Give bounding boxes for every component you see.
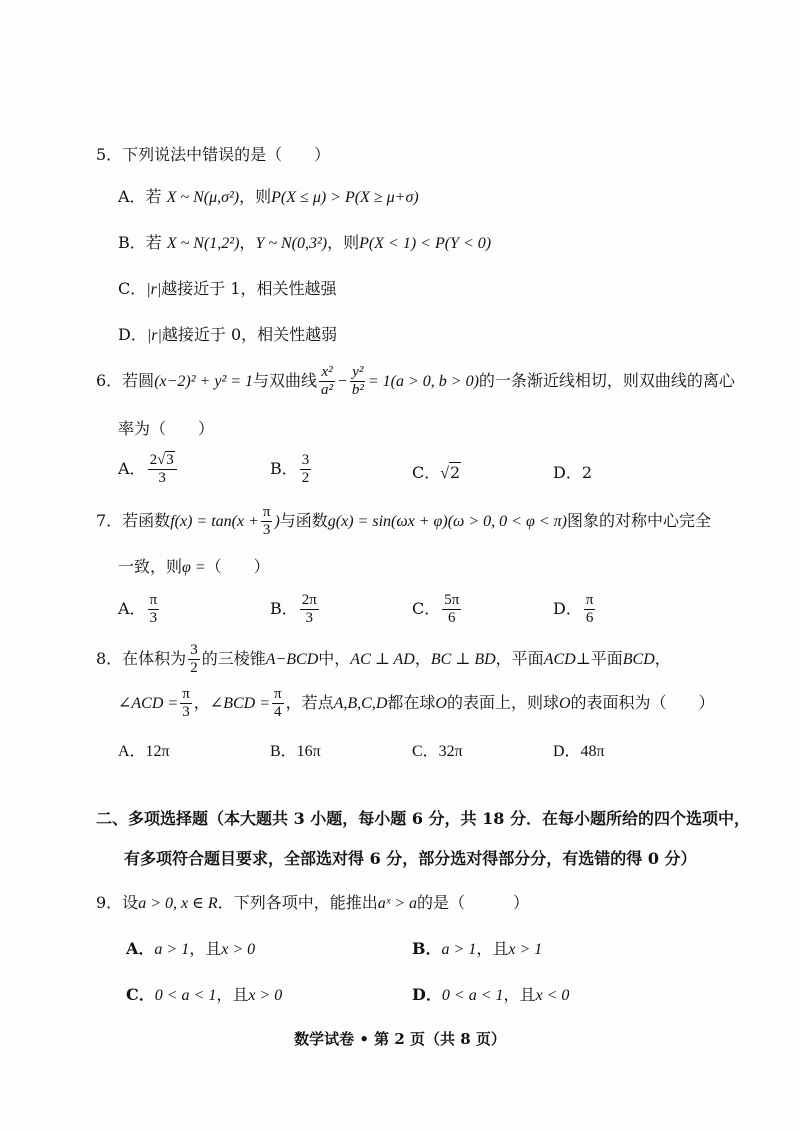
q7-mid: 与函数 [279,511,328,530]
q9-d-label: D． [412,985,442,1004]
q8-l2-frac1 [180,686,192,721]
q8-l2-frac2 [272,686,284,721]
q8-l2-m3: A,B,C,D [333,695,388,712]
q9-option-d [412,982,569,1005]
q6-pre: 6．若圆 [96,371,155,390]
q7-a-frac [148,592,160,627]
q8-l2-t1: ， [193,693,210,712]
q6-frac2-den: b² [351,382,364,398]
q8-vol-den: 2 [190,660,198,676]
q8-l2-t2: ，若点 [285,693,334,712]
q5-b-label: B．若 [118,233,162,252]
q9-b-text: ，且 [476,939,509,958]
q7-b-label: B． [270,599,298,618]
q6-a-num-rad: 3 [166,452,174,468]
q6-b-den: 2 [301,470,310,486]
q9-c-math: 0 < a < 1 [154,987,217,1004]
q6-a-num: 2√3 [148,452,177,470]
q9-d-text: ，且 [503,985,536,1004]
q6-stem [96,364,735,399]
q9-m1: a > 0, x ∈ R [138,895,218,912]
q7-line2-math: φ = [182,559,206,576]
q7-f-frac [261,504,273,539]
q8-l2-f1-num: π [182,686,190,702]
q6-a-den: 3 [158,470,166,486]
q6-minus: − [337,373,348,390]
q6-a-num-coef: 2 [149,452,158,468]
q9-b-math: a > 1 [441,941,477,958]
q8-m4: ACD [543,651,576,668]
q9-d-math2: x < 0 [535,987,570,1004]
q7-post: 图象的对称中心完全 [566,511,711,530]
q9-option-a [126,936,255,959]
q9-m2: aˣ > a [377,895,418,912]
q7-f-open: (x + [231,513,259,530]
q6-b-frac [300,452,312,487]
q8-m1: A−BCD [265,651,319,668]
q9-pre: 9．设 [96,893,139,912]
q7-c-den: 6 [448,610,456,626]
q9-c-label: C． [126,985,155,1004]
q7-a-den: 3 [149,610,158,626]
q9-a-math2: x > 0 [221,941,256,958]
q7-option-d [553,592,597,627]
q9-c-math2: x > 0 [248,987,283,1004]
q5-a-mid: ，则 [239,187,272,206]
q5-c-text: 越接近于 1，相关性越强 [161,279,337,298]
q7-d-frac [584,592,596,627]
q5-option-d [118,322,337,345]
q5-a-cond: P(X ≤ μ) > P(X ≥ μ+σ) [271,189,419,206]
q9-b-label: B． [412,939,442,958]
q8-t6: ， [654,649,671,668]
q7-f-den: 3 [262,522,271,538]
q8-t2: 中， [318,649,351,668]
q8-l2-f2-den: 4 [274,704,282,720]
q8-m5: BCD [622,651,655,668]
q7-option-c [412,592,463,627]
q6-option-d: D．2 [553,463,593,482]
q6-b-num: 3 [301,452,310,468]
q7-g: g(x) = sin(ωx + φ)(ω > 0, 0 < φ < π) [327,513,567,530]
q6-frac-x [319,364,335,399]
q5-c-math: |r| [146,281,162,298]
q8-line2 [118,686,715,721]
q6-frac-y [350,364,366,399]
q8-t1: 的三棱锥 [201,649,266,668]
q8-t3: ， [414,649,431,668]
q5-d-math: |r| [146,327,162,344]
q9-b-math2: x > 1 [508,941,543,958]
q5-c-label: C． [118,279,147,298]
q7-d-num: π [585,592,594,608]
q6-line2: 率为（ ） [118,419,215,438]
q5-d-label: D． [118,325,147,344]
q7-f: f(x) = tan [170,513,232,530]
q8-l2-t5: 的表面积为（ ） [570,693,715,712]
q8-m2: AC ⊥ AD [350,651,415,668]
q6-circle: (x−2)² + y² = 1 [154,373,254,390]
q5-option-c [118,276,337,299]
q7-a-num: π [149,592,158,608]
q7-b-den: 3 [305,610,314,626]
q6-mid: 与双曲线 [253,371,318,390]
q9-a-text: ，且 [189,939,222,958]
q8-l2-m4: O [435,695,447,712]
q7-c-frac [442,592,461,627]
q8-l2-t3: 都在球 [387,693,436,712]
q7-a-label: A． [118,599,146,618]
q5-b-sep: ， [239,233,256,252]
q8-l2-m1: ∠ACD = [118,695,179,712]
q5-stem: 5．下列说法中错误的是（ ） [96,145,331,164]
q8-t5: ⊥平面 [575,649,623,668]
q8-m3: BC ⊥ BD [430,651,496,668]
q9-t1: ．下列各项中，能推出 [217,893,378,912]
q7-option-a [118,592,161,627]
q7-option-b [270,592,321,627]
q8-option-a: A．12π [118,743,170,760]
q7-line2-pre: 一致，则 [118,557,183,576]
q6-c-rad: 2 [450,463,461,482]
q7-line2 [118,554,270,577]
q7-c-label: C． [412,599,441,618]
q7-c-num: 5π [444,592,460,608]
q5-option-a [118,184,419,207]
q9-stem [96,890,529,913]
q6-frac1-num: x² [321,364,333,380]
q5-a-math: X ~ N(μ,σ²) [166,189,240,206]
q6-option-b [270,452,313,487]
q5-b-math2: Y ~ N(0,3²) [255,235,328,252]
q7-stem [96,504,711,539]
section2-heading: 二、多项选择题（本大题共 3 小题，每小题 6 分，共 18 分．在每小题所给的四个选项中， [96,809,750,828]
q9-c-text: ，且 [216,985,249,1004]
q8-pre: 8．在体积为 [96,649,187,668]
q8-vol-num: 3 [190,642,198,658]
q8-l2-m5: O [558,695,571,712]
q5-b-mid: ，则 [327,233,360,252]
q6-eq: = 1(a > 0, b > 0) [367,373,479,390]
q5-a-label: A．若 [118,187,162,206]
q7-f-num: π [262,504,271,520]
q9-option-c [126,982,282,1005]
q6-post: 的一条渐近线相切，则双曲线的离心 [478,371,735,390]
q7-d-den: 6 [585,610,594,626]
q7-f-close: ) [274,513,280,530]
q8-option-d: D．48π [553,743,605,760]
page-footer: 数学试卷 • 第 2 页（共 8 页） [294,1030,506,1048]
q5-b-cond: P(X < 1) < P(Y < 0) [359,235,492,252]
q8-vol-frac [188,642,200,677]
q7-b-frac [300,592,319,627]
q6-c-label: C． [412,463,441,482]
q8-l2-f2-num: π [274,686,282,702]
q9-a-label: A． [126,939,155,958]
q8-stem [96,642,671,677]
q9-t2: 的是（ ） [417,893,530,912]
q9-d-math: 0 < a < 1 [441,987,504,1004]
q7-b-num: 2π [301,592,317,608]
q8-l2-t4: 的表面上，则球 [446,693,559,712]
q9-a-math: a > 1 [154,941,190,958]
q8-option-c: C．32π [412,743,463,760]
q6-a-label: A． [118,459,146,478]
q7-line2-post: （ ） [205,557,270,576]
q6-option-c: C．√2 [412,463,461,482]
q8-option-b: B．16π [270,743,321,760]
q5-d-text: 越接近于 0，相关性越弱 [161,325,338,344]
q6-b-label: B． [270,459,298,478]
q6-frac2-num: y² [352,364,364,380]
q6-frac1-den: a² [321,382,334,398]
q6-a-frac [148,452,177,487]
section2-instructions: 有多项符合题目要求，全部选对得 6 分，部分选对得部分分，有选错的得 0 分） [124,849,697,868]
q8-l2-m2: ∠BCD = [209,695,270,712]
q8-l2-f1-den: 3 [182,704,190,720]
q7-pre: 7．若函数 [96,511,171,530]
q5-b-math1: X ~ N(1,2²) [166,235,240,252]
q6-option-a [118,452,179,487]
q5-option-b [118,230,491,253]
q9-option-b [412,936,542,959]
q8-t4: ，平面 [495,649,544,668]
q7-d-label: D． [553,599,582,618]
